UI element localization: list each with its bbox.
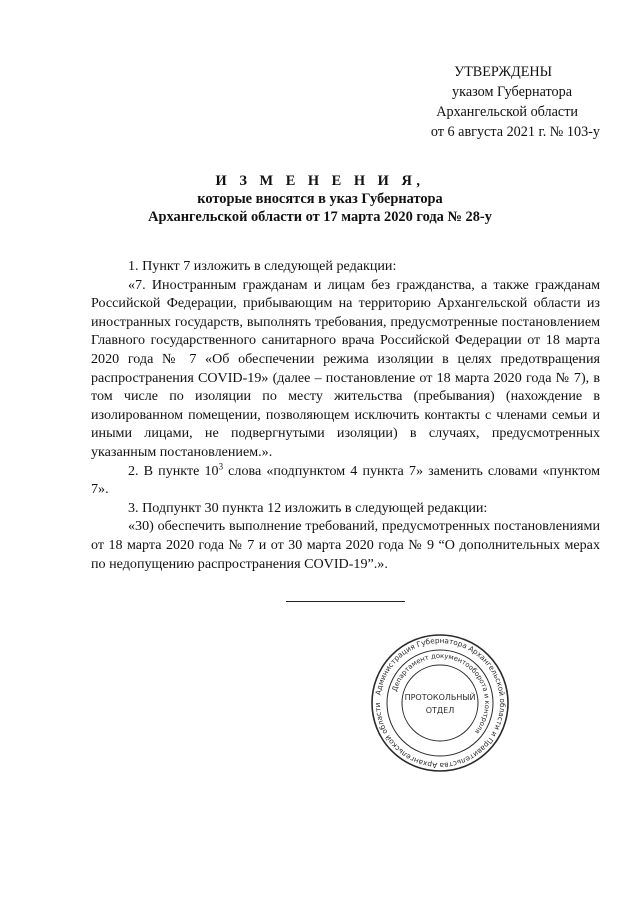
approval-block (400, 62, 600, 142)
paragraph-3 (91, 462, 600, 499)
approval-line-1: указом Губернатора (452, 84, 572, 100)
paragraph-3-start: 2. В пункте 10 (128, 462, 219, 479)
paragraph-1: 1. Пункт 7 изложить в следующей редакции: (128, 258, 397, 274)
stamp-center-line-1: ПРОТОКОЛЬНЫЙ (404, 693, 476, 702)
heading-line-2: Архангельской области от 17 марта 2020 года № 28-у (148, 209, 492, 225)
heading-title: И З М Е Н Е Н И Я, (215, 173, 425, 189)
stamp-center-line-2: ОТДЕЛ (425, 706, 455, 715)
stamp-outer-text: Администрация Губернатора Архангельской области и Правительства Архангельской области (372, 635, 508, 771)
paragraph-3-superscript: 3 (218, 460, 224, 471)
approval-title: УТВЕРЖДЕНЫ (454, 64, 552, 80)
heading-line-1: которые вносятся в указ Губернатора (197, 191, 443, 207)
stamp-inner-text: Департамент документооборота и контроля (390, 651, 492, 736)
official-stamp (370, 633, 510, 773)
paragraph-3-end: слова «подпунктом 4 пункта 7» заменить словами «пунктом 7». (91, 462, 600, 498)
separator-line (286, 601, 405, 602)
paragraph-2: «7. Иностранным гражданам и лицам без гражданства, а также гражданам Российской Федерации, прибывающим на территорию Архангельской области из иностранных государств, выполнять требования, предусмотренные постановлением Главного государственного санитарного врача Российской Федерации от 18 марта 2020 года № 7 «Об обеспечении режима изоляции в целях предотвращения распространения COVID-19» (далее – постановление от 18 марта 2020 года № 7), в том числе по изоляции по месту жительства (пребывания) (нахождение в изолированном помещении, позволяющем исключить контакты с членами семьи и иными лицами, не подвергнутыми изоляции) в случаях, предусмотренных указанным постановлением.». (91, 276, 600, 460)
document-heading (90, 172, 550, 226)
paragraph-5: «30) обеспечить выполнение требований, предусмотренных постановлениями от 18 марта 2020 года № 7 и от 30 марта 2020 года № 9 “О дополнительных мерах по недопущению распространения COVID-19”.». (91, 518, 600, 572)
document-body (91, 257, 600, 573)
paragraph-4: 3. Подпункт 30 пункта 12 изложить в следующей редакции: (128, 499, 488, 516)
approval-line-3: от 6 августа 2021 г. № 103-у (430, 124, 600, 140)
approval-line-2: Архангельской области (436, 104, 578, 120)
